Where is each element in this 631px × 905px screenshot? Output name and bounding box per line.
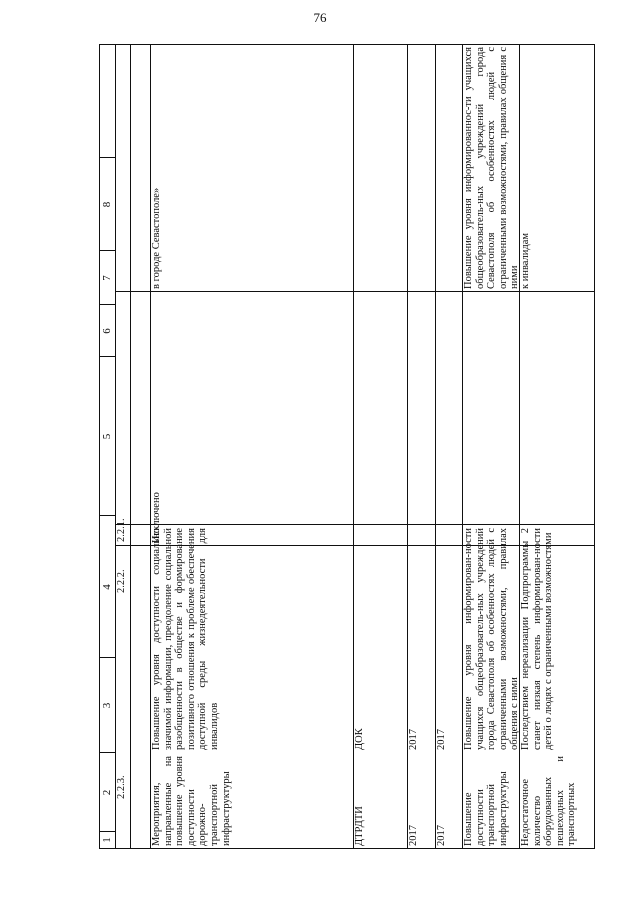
row-2-2-3-col7: Повышение доступности транспортной инфраструктуры [463,771,509,846]
row-num-2-2-1: 2.2.1. [116,518,127,542]
header-col5: 5 [101,433,113,440]
row-2-2-3-col6: 2017 [436,825,447,846]
cont-col8: к инвалидам [520,232,531,289]
row-2-2-3-col5: 2017 [408,825,419,846]
header-col4: 4 [101,584,113,590]
header-col1: 1 [101,837,113,843]
header-col6: 6 [101,328,113,334]
row-2-2-2-col5: 2017 [408,729,419,750]
row-2-2-2-col8: Последствием нереализации Подпрограммы 2 станет низкая степень информирован-ности детей о людях с ограниченными возможностями [520,528,555,750]
row-num-2-2-3: 2.2.3. [116,775,127,799]
rotated-table [99,44,595,849]
row-2-2-3-col4: ДТРДТИ [354,806,365,846]
header-col7: 7 [101,275,113,281]
row-2-2-2-col6: 2017 [436,729,447,750]
row-num-2-2-2: 2.2.2. [116,569,127,593]
row-2-2-2-col4: ДОК [354,728,365,750]
cont-col7: Повышение уровня информированнос-ти учащихся общеобразователь-ных учреждений города Севастополя об особенностях людей с ограниченными возможностями, правилах общения с ними [463,47,521,289]
header-col2: 2 [101,789,113,796]
page-number: 76 [313,10,327,25]
cont-col3: в городе Севастополе» [151,187,162,289]
row-2-2-1-col3: Исключено [151,492,162,543]
row-2-2-3-col8: Недостаточное количество оборудованных пешеходных и транспортных [520,756,578,846]
header-col8: 8 [101,201,113,208]
col-divider [130,44,131,849]
row-2-2-3-col3: Мероприятия, направленные на повышение уровня доступности дорожно-транспортной инфраструктуры [151,756,232,846]
header-divider [115,44,116,849]
row-2-2-2-col3: Повышение уровня доступности социально значимой информации, преодоление социальной разобщенности в обществе и формирование позитивного отношения к проблеме обеспечения доступной среды жизнедеятельности для инвалидов [151,528,220,750]
row-2-2-2-col7: Повышение уровня информирован-ности учащихся общеобразователь-ных учреждений города Севастополя об особенностях людей с ограниченными возможностями, правилах общения с ними [463,528,521,750]
header-col3: 3 [101,702,113,709]
